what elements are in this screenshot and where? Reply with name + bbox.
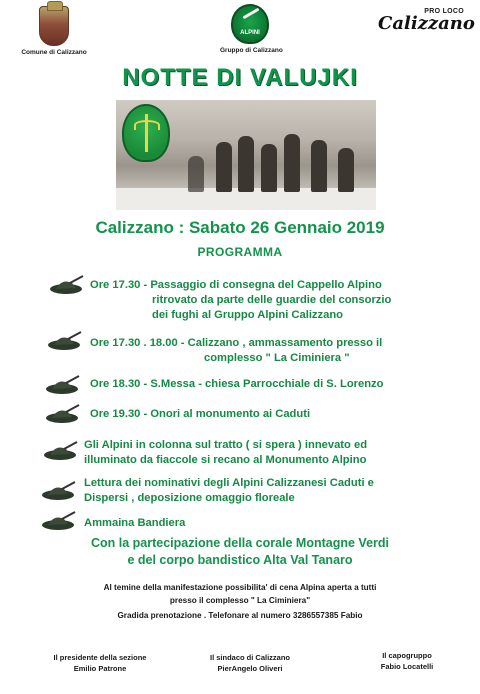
closing-line: Con la partecipazione della corale Montagne Verdi [91,536,389,550]
alpini-logo [220,4,283,54]
program-item-4 [90,407,310,422]
closing-line: e del corpo bandistico Alta Val Tanaro [127,553,353,567]
soldier-figure [238,136,254,192]
program-item-5 [84,438,367,468]
coat-of-arms-icon [39,6,69,46]
signature-role: Il capogruppo [382,651,432,660]
proloco-logo [378,8,475,34]
signature-name: Emilio Patrone [73,664,127,673]
feather-icon [242,8,259,20]
alpini-badge-icon [231,4,269,44]
venue-note: presso il complesso " La Ciminiera" [169,596,311,605]
signature-name: PierAngelo Oliveri [217,664,283,673]
alpine-hat-icon [40,480,78,502]
alpini-emblem-icon [122,104,170,162]
program-item-1 [90,278,391,323]
program-heading: PROGRAMMA [197,245,283,259]
item-line: Lettura dei nominativi degli Alpini Calizzanesi Caduti e [84,477,374,489]
program-item-3 [90,377,384,392]
soldier-figure [188,156,204,192]
emblem-stem [145,114,148,152]
comune-logo [14,6,94,56]
item-line: Dispersi , deposizione omaggio floreale [84,492,295,504]
alpine-hat-icon [46,330,84,352]
alpine-hat-icon [40,510,78,532]
item-line: dei fughi al Gruppo Alpini Calizzano [152,309,344,321]
signature-role: Il presidente della sezione [53,653,147,662]
soldier-figure [311,140,327,192]
alpine-hat-icon [44,403,82,425]
program-item-7 [84,516,185,531]
program-item-6 [84,476,374,506]
alpini-badge-text: ALPINI [240,30,260,36]
item-line: Ore 17.30 - Passaggio di consegna del Cappello Alpino [90,279,382,291]
page-title: NOTTE DI VALUJKI [122,64,358,91]
signature-capogruppo [352,650,462,672]
signature-name: Fabio Locatelli [380,662,434,671]
alpine-hat-icon [48,274,86,296]
dinner-note: Al temine della manifestazione possibilita' di cena Alpina aperta a tutti [103,583,377,592]
soldier-figure [216,142,232,192]
item-line: ritrovato da parte delle guardie del consorzio [152,294,392,306]
item-line: Ore 18.30 - S.Messa - chiesa Parrocchiale di S. Lorenzo [90,378,384,390]
item-line: Ammaina Bandiera [84,517,186,529]
proloco-script: Calizzano [378,13,475,34]
item-line: Ore 19.30 - Onori al monumento ai Caduti [90,408,311,420]
signature-role: Il sindaco di Calizzano [209,653,290,662]
historic-photo [116,100,376,210]
booking-note: Gradida prenotazione . Telefonare al numero 3286557385 Fabio [117,611,363,620]
participation-text [0,535,480,569]
alpine-hat-icon [42,440,80,462]
proloco-label: PRO LOCO [424,8,464,15]
signature-presidente [40,652,160,674]
comune-caption: Comune di Calizzano [21,49,87,56]
soldier-figure [284,134,300,192]
gruppo-caption: Gruppo di Calizzano [220,47,283,54]
item-line: Gli Alpini in colonna sul tratto ( si spera ) innevato ed [84,439,368,451]
program-item-2 [90,336,382,366]
event-date: Calizzano : Sabato 26 Gennaio 2019 [95,218,385,237]
signature-sindaco [190,652,310,674]
soldier-figure [338,148,354,192]
item-line: illuminato da fiaccole si recano al Monumento Alpino [84,454,367,466]
item-line: complesso " La Ciminiera " [204,352,350,364]
item-line: Ore 17.30 . 18.00 - Calizzano , ammassamento presso il [90,337,383,349]
alpine-hat-icon [44,374,82,396]
soldier-figure [261,144,277,192]
